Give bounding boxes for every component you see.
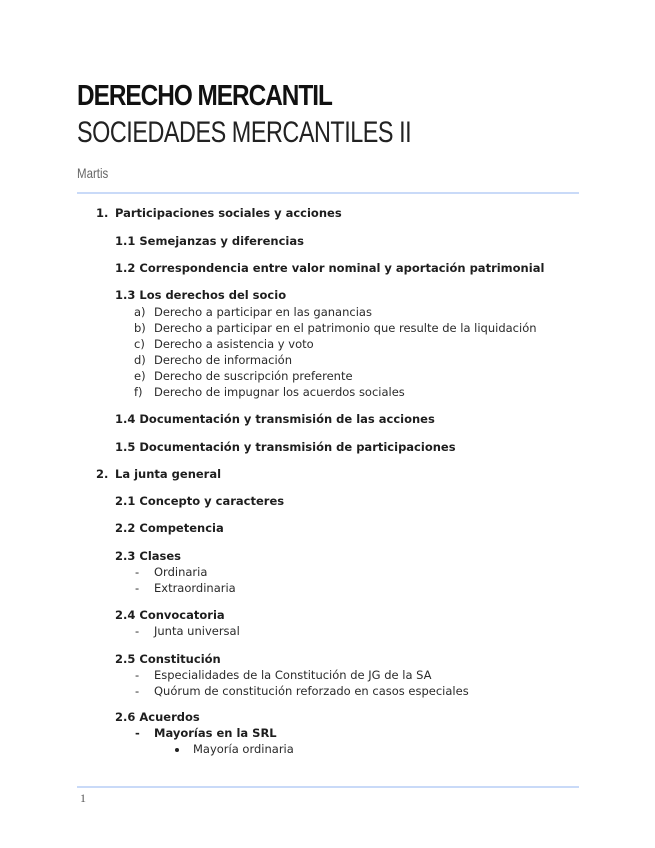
list-item: Derecho a participar en las ganancias	[154, 305, 372, 319]
list-item: Especialidades de la Constitución de JG de la SA	[154, 668, 432, 682]
subsection-heading: 1.1 Semejanzas y diferencias	[115, 234, 304, 248]
list-item: Derecho de información	[154, 353, 292, 367]
list-marker: c)	[134, 337, 145, 351]
header-divider	[77, 192, 579, 194]
bullet-icon	[175, 748, 179, 752]
subsection-heading: 1.2 Correspondencia entre valor nominal y aportación patrimonial	[115, 261, 545, 275]
list-item: Mayorías en la SRL	[154, 726, 277, 740]
subsection-heading: 2.1 Concepto y caracteres	[115, 494, 285, 508]
subsection-heading: 2.5 Constitución	[115, 652, 221, 666]
list-item: Mayoría ordinaria	[193, 742, 294, 756]
list-item: Derecho de suscripción preferente	[154, 369, 353, 383]
subsection-heading: 2.3 Clases	[115, 549, 182, 563]
document-subtitle: SOCIEDADES MERCANTILES II	[77, 116, 412, 149]
list-marker: -	[135, 668, 140, 682]
document-author: Martis	[77, 165, 109, 181]
subsection-heading: 1.4 Documentación y transmisión de las acciones	[115, 412, 435, 426]
document-title: DERECHO MERCANTIL	[77, 80, 332, 112]
list-marker: f)	[134, 385, 143, 399]
list-item: Derecho a participar en el patrimonio que resulte de la liquidación	[154, 321, 537, 335]
list-marker: -	[135, 684, 140, 698]
list-marker: e)	[134, 369, 146, 383]
footer-divider	[77, 786, 579, 788]
section-heading: La junta general	[115, 467, 222, 481]
list-marker: d)	[134, 353, 146, 367]
section-heading: Participaciones sociales y acciones	[115, 206, 342, 220]
list-marker: b)	[134, 321, 146, 335]
list-marker: -	[135, 581, 140, 595]
subsection-heading: 1.5 Documentación y transmisión de participaciones	[115, 440, 456, 454]
list-item: Quórum de constitución reforzado en casos especiales	[154, 684, 469, 698]
list-item: Ordinaria	[154, 565, 208, 579]
subsection-heading: 2.4 Convocatoria	[115, 608, 225, 622]
list-item: Junta universal	[154, 624, 240, 638]
list-item: Extraordinaria	[154, 581, 236, 595]
subsection-heading: 2.2 Competencia	[115, 521, 224, 535]
subsection-heading: 1.3 Los derechos del socio	[115, 288, 287, 302]
list-marker: -	[135, 726, 140, 740]
section-number: 1.	[96, 206, 109, 220]
page-number: 1	[80, 791, 86, 805]
list-marker: -	[135, 624, 140, 638]
subsection-heading: 2.6 Acuerdos	[115, 710, 200, 724]
list-marker: a)	[134, 305, 146, 319]
section-number: 2.	[96, 467, 109, 481]
list-item: Derecho a asistencia y voto	[154, 337, 314, 351]
list-marker: -	[135, 565, 140, 579]
list-item: Derecho de impugnar los acuerdos sociales	[154, 385, 405, 399]
